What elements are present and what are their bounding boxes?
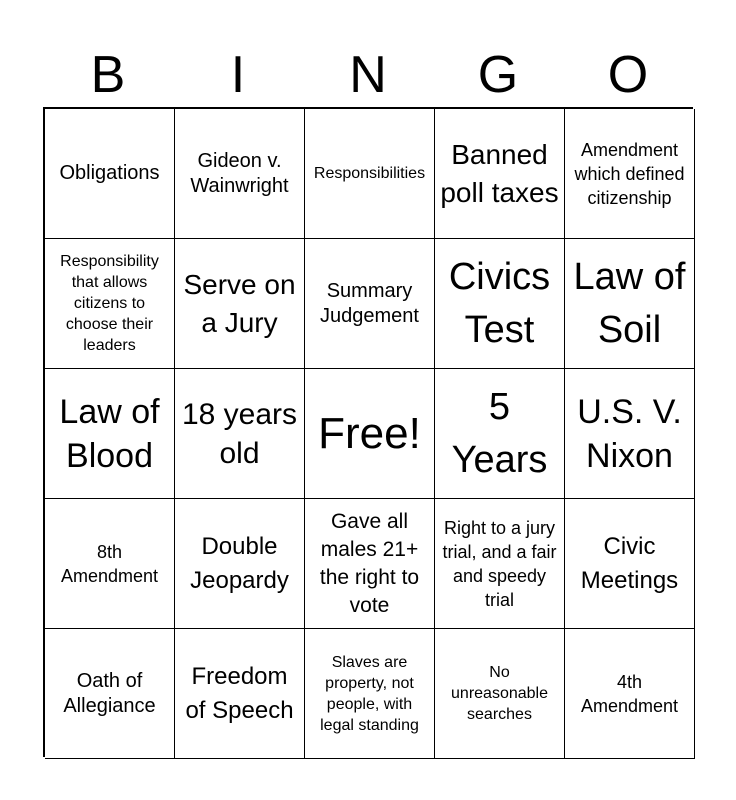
- header-letter-n: N: [349, 46, 387, 104]
- bingo-cell[interactable]: [305, 499, 435, 629]
- cell-text: No unreasonable searches: [451, 664, 548, 723]
- cell-text: Slaves are property, not people, with legal standing: [320, 653, 419, 734]
- cell-text: Banned poll taxes: [440, 138, 559, 208]
- bingo-cell[interactable]: [45, 369, 175, 499]
- header-letter-o: O: [607, 46, 649, 104]
- cell-text: Responsibilities: [313, 165, 426, 182]
- bingo-cell[interactable]: [175, 109, 305, 239]
- cell-text: Gideon v. Wainwright: [190, 149, 289, 197]
- bingo-cell[interactable]: [565, 109, 695, 239]
- cell-text: 5 Years: [451, 385, 548, 481]
- bingo-cell[interactable]: [305, 109, 435, 239]
- cell-text: Responsibility that allows citizens to choose their leaders: [60, 253, 159, 354]
- bingo-cell[interactable]: [435, 499, 565, 629]
- bingo-cell[interactable]: [45, 499, 175, 629]
- bingo-cell[interactable]: [565, 629, 695, 759]
- cell-text: U.S. V. Nixon: [577, 392, 682, 475]
- header-letter-g: G: [477, 46, 519, 104]
- bingo-cell[interactable]: [45, 629, 175, 759]
- cell-text: Civic Meetings: [580, 532, 679, 594]
- cell-text: Obligations: [59, 162, 160, 184]
- cell-text: Civics Test: [448, 255, 551, 351]
- free-space-cell[interactable]: [305, 369, 435, 499]
- bingo-cell[interactable]: [435, 629, 565, 759]
- cell-text: 4th Amendment: [580, 671, 679, 716]
- cell-text: Right to a jury trial, and a fair and speedy trial: [442, 517, 557, 610]
- bingo-cell[interactable]: [435, 369, 565, 499]
- bingo-cell[interactable]: [305, 629, 435, 759]
- cell-text: Law of Blood: [59, 392, 160, 475]
- bingo-cell[interactable]: [45, 239, 175, 369]
- bingo-header: [43, 44, 693, 106]
- cell-text: Serve on a Jury: [183, 268, 296, 338]
- cell-text: Summary Judgement: [320, 279, 419, 327]
- bingo-cell[interactable]: [175, 239, 305, 369]
- cell-text: Gave all males 21+ the right to vote: [319, 509, 420, 617]
- cell-text: Oath of Allegiance: [63, 669, 156, 717]
- cell-text: Amendment which defined citizenship: [574, 139, 685, 208]
- cell-text: 18 years old: [181, 397, 298, 470]
- header-letter-i: I: [230, 46, 246, 104]
- bingo-cell[interactable]: [565, 499, 695, 629]
- cell-text: Law of Soil: [573, 255, 686, 351]
- bingo-cell[interactable]: [305, 239, 435, 369]
- bingo-cell[interactable]: [435, 109, 565, 239]
- bingo-cell[interactable]: [565, 369, 695, 499]
- cell-text: Double Jeopardy: [190, 532, 289, 594]
- bingo-board: [43, 107, 693, 757]
- cell-text: Free!: [318, 408, 421, 458]
- bingo-cell[interactable]: [45, 109, 175, 239]
- bingo-cell[interactable]: [175, 369, 305, 499]
- bingo-cell[interactable]: [435, 239, 565, 369]
- bingo-cell[interactable]: [565, 239, 695, 369]
- cell-text: 8th Amendment: [60, 541, 159, 586]
- bingo-cell[interactable]: [175, 629, 305, 759]
- bingo-cell[interactable]: [175, 499, 305, 629]
- header-letter-b: B: [90, 46, 126, 104]
- cell-text: Freedom of Speech: [185, 662, 294, 724]
